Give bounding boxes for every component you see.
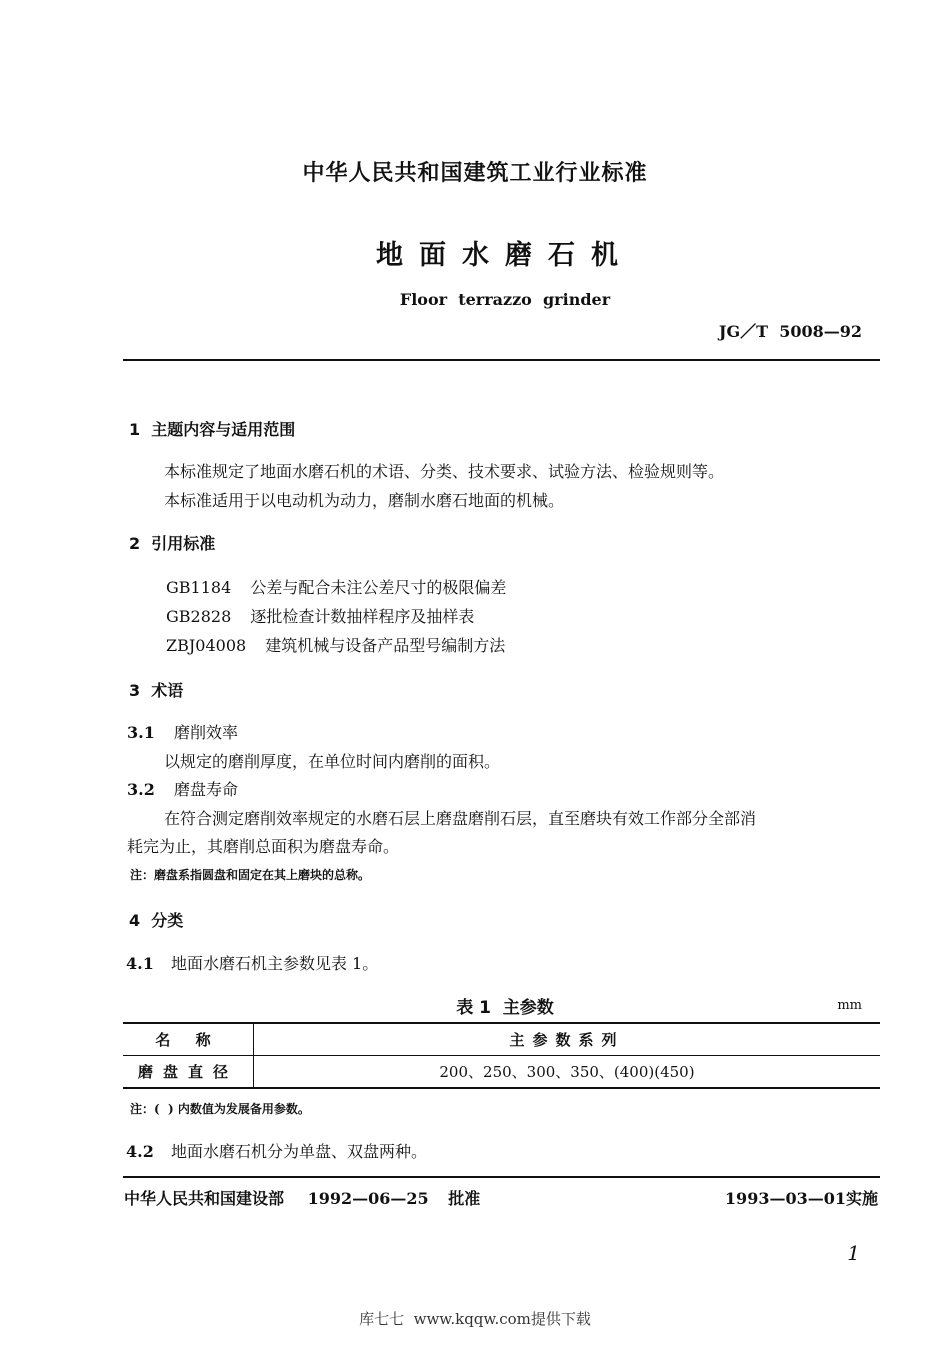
clause-4-2 — [126, 1139, 427, 1162]
approval-label: 批准 — [448, 1189, 481, 1208]
reference-item — [166, 633, 505, 656]
clause-number: 4.1 — [126, 954, 154, 973]
table-header-series: 主参数系列 — [254, 1023, 881, 1056]
table-header-name: 名 称 — [123, 1023, 254, 1056]
section-3-heading: 3 术语 — [129, 681, 184, 700]
section-1-paragraph-1: 本标准规定了地面水磨石机的术语、分类、技术要求、试验方法、检验规则等。 — [164, 462, 725, 481]
term-title: 磨盘寿命 — [173, 780, 238, 799]
document-code: JG／T 5008—92 — [718, 322, 862, 341]
reference-title: 逐批检查计数抽样程序及抽样表 — [250, 607, 475, 626]
effective-date: 1993—03—01 — [724, 1189, 846, 1208]
table-caption: 表 1 主参数 — [456, 998, 554, 1018]
parameters-table — [123, 1022, 880, 1089]
reference-item — [166, 575, 506, 598]
term-3-2-definition-line-2: 耗完为止，其磨削总面积为磨盘寿命。 — [127, 837, 400, 856]
reference-item — [166, 604, 474, 627]
document-title-english: Floor terrazzo grinder — [399, 290, 611, 309]
reference-title: 建筑机械与设备产品型号编制方法 — [265, 636, 506, 655]
section-4-heading: 4 分类 — [129, 911, 184, 930]
term-3-2 — [127, 777, 238, 800]
clause-text: 地面水磨石机主参数见表 1。 — [170, 954, 379, 973]
reference-code: GB1184 — [166, 578, 232, 597]
table-unit: mm — [837, 998, 862, 1013]
clause-text: 地面水磨石机分为单盘、双盘两种。 — [170, 1142, 427, 1161]
section-1-paragraph-2: 本标准适用于以电动机为动力，磨制水磨石地面的机械。 — [164, 491, 565, 510]
header-rule — [123, 359, 880, 361]
table-row-value: 200、250、300、350、(400)(450) — [254, 1056, 881, 1089]
table-row — [123, 1056, 880, 1089]
section-2-heading: 2 引用标准 — [129, 534, 216, 553]
reference-title: 公差与配合未注公差尺寸的极限偏差 — [250, 578, 507, 597]
approval-line — [124, 1186, 480, 1209]
term-note: 注：磨盘系指圆盘和固定在其上磨块的总称。 — [130, 868, 371, 882]
term-3-2-definition-line-1: 在符合测定磨削效率规定的水磨石层上磨盘磨削石层，直至磨块有效工作部分全部消 — [164, 809, 757, 828]
term-3-1 — [127, 720, 238, 743]
effective-line — [725, 1186, 878, 1209]
reference-code: ZBJ04008 — [166, 636, 247, 655]
reference-code: GB2828 — [166, 607, 232, 626]
term-3-1-definition: 以规定的磨削厚度，在单位时间内磨削的面积。 — [164, 752, 501, 771]
table-header-row — [123, 1023, 880, 1056]
clause-number: 4.2 — [126, 1142, 154, 1161]
standard-category-title: 中华人民共和国建筑工业行业标准 — [302, 161, 648, 186]
document-title: 地面水磨石机 — [376, 240, 634, 271]
term-title: 磨削效率 — [173, 723, 238, 742]
term-number: 3.2 — [127, 780, 155, 799]
effective-label: 实施 — [845, 1189, 878, 1208]
download-watermark: 库七七 www.kqqw.com提供下载 — [359, 1310, 591, 1328]
table-note: 注：( ) 内数值为发展备用参数。 — [130, 1102, 310, 1116]
section-1-heading: 1 主题内容与适用范围 — [129, 420, 296, 439]
table-row-label: 磨盘直径 — [123, 1056, 254, 1089]
clause-4-1 — [126, 951, 378, 974]
approval-date: 1992—06—25 — [307, 1189, 429, 1208]
term-number: 3.1 — [127, 723, 155, 742]
page-number: 1 — [847, 1241, 860, 1265]
footer-rule — [123, 1176, 880, 1178]
approving-authority: 中华人民共和国建设部 — [124, 1189, 285, 1208]
